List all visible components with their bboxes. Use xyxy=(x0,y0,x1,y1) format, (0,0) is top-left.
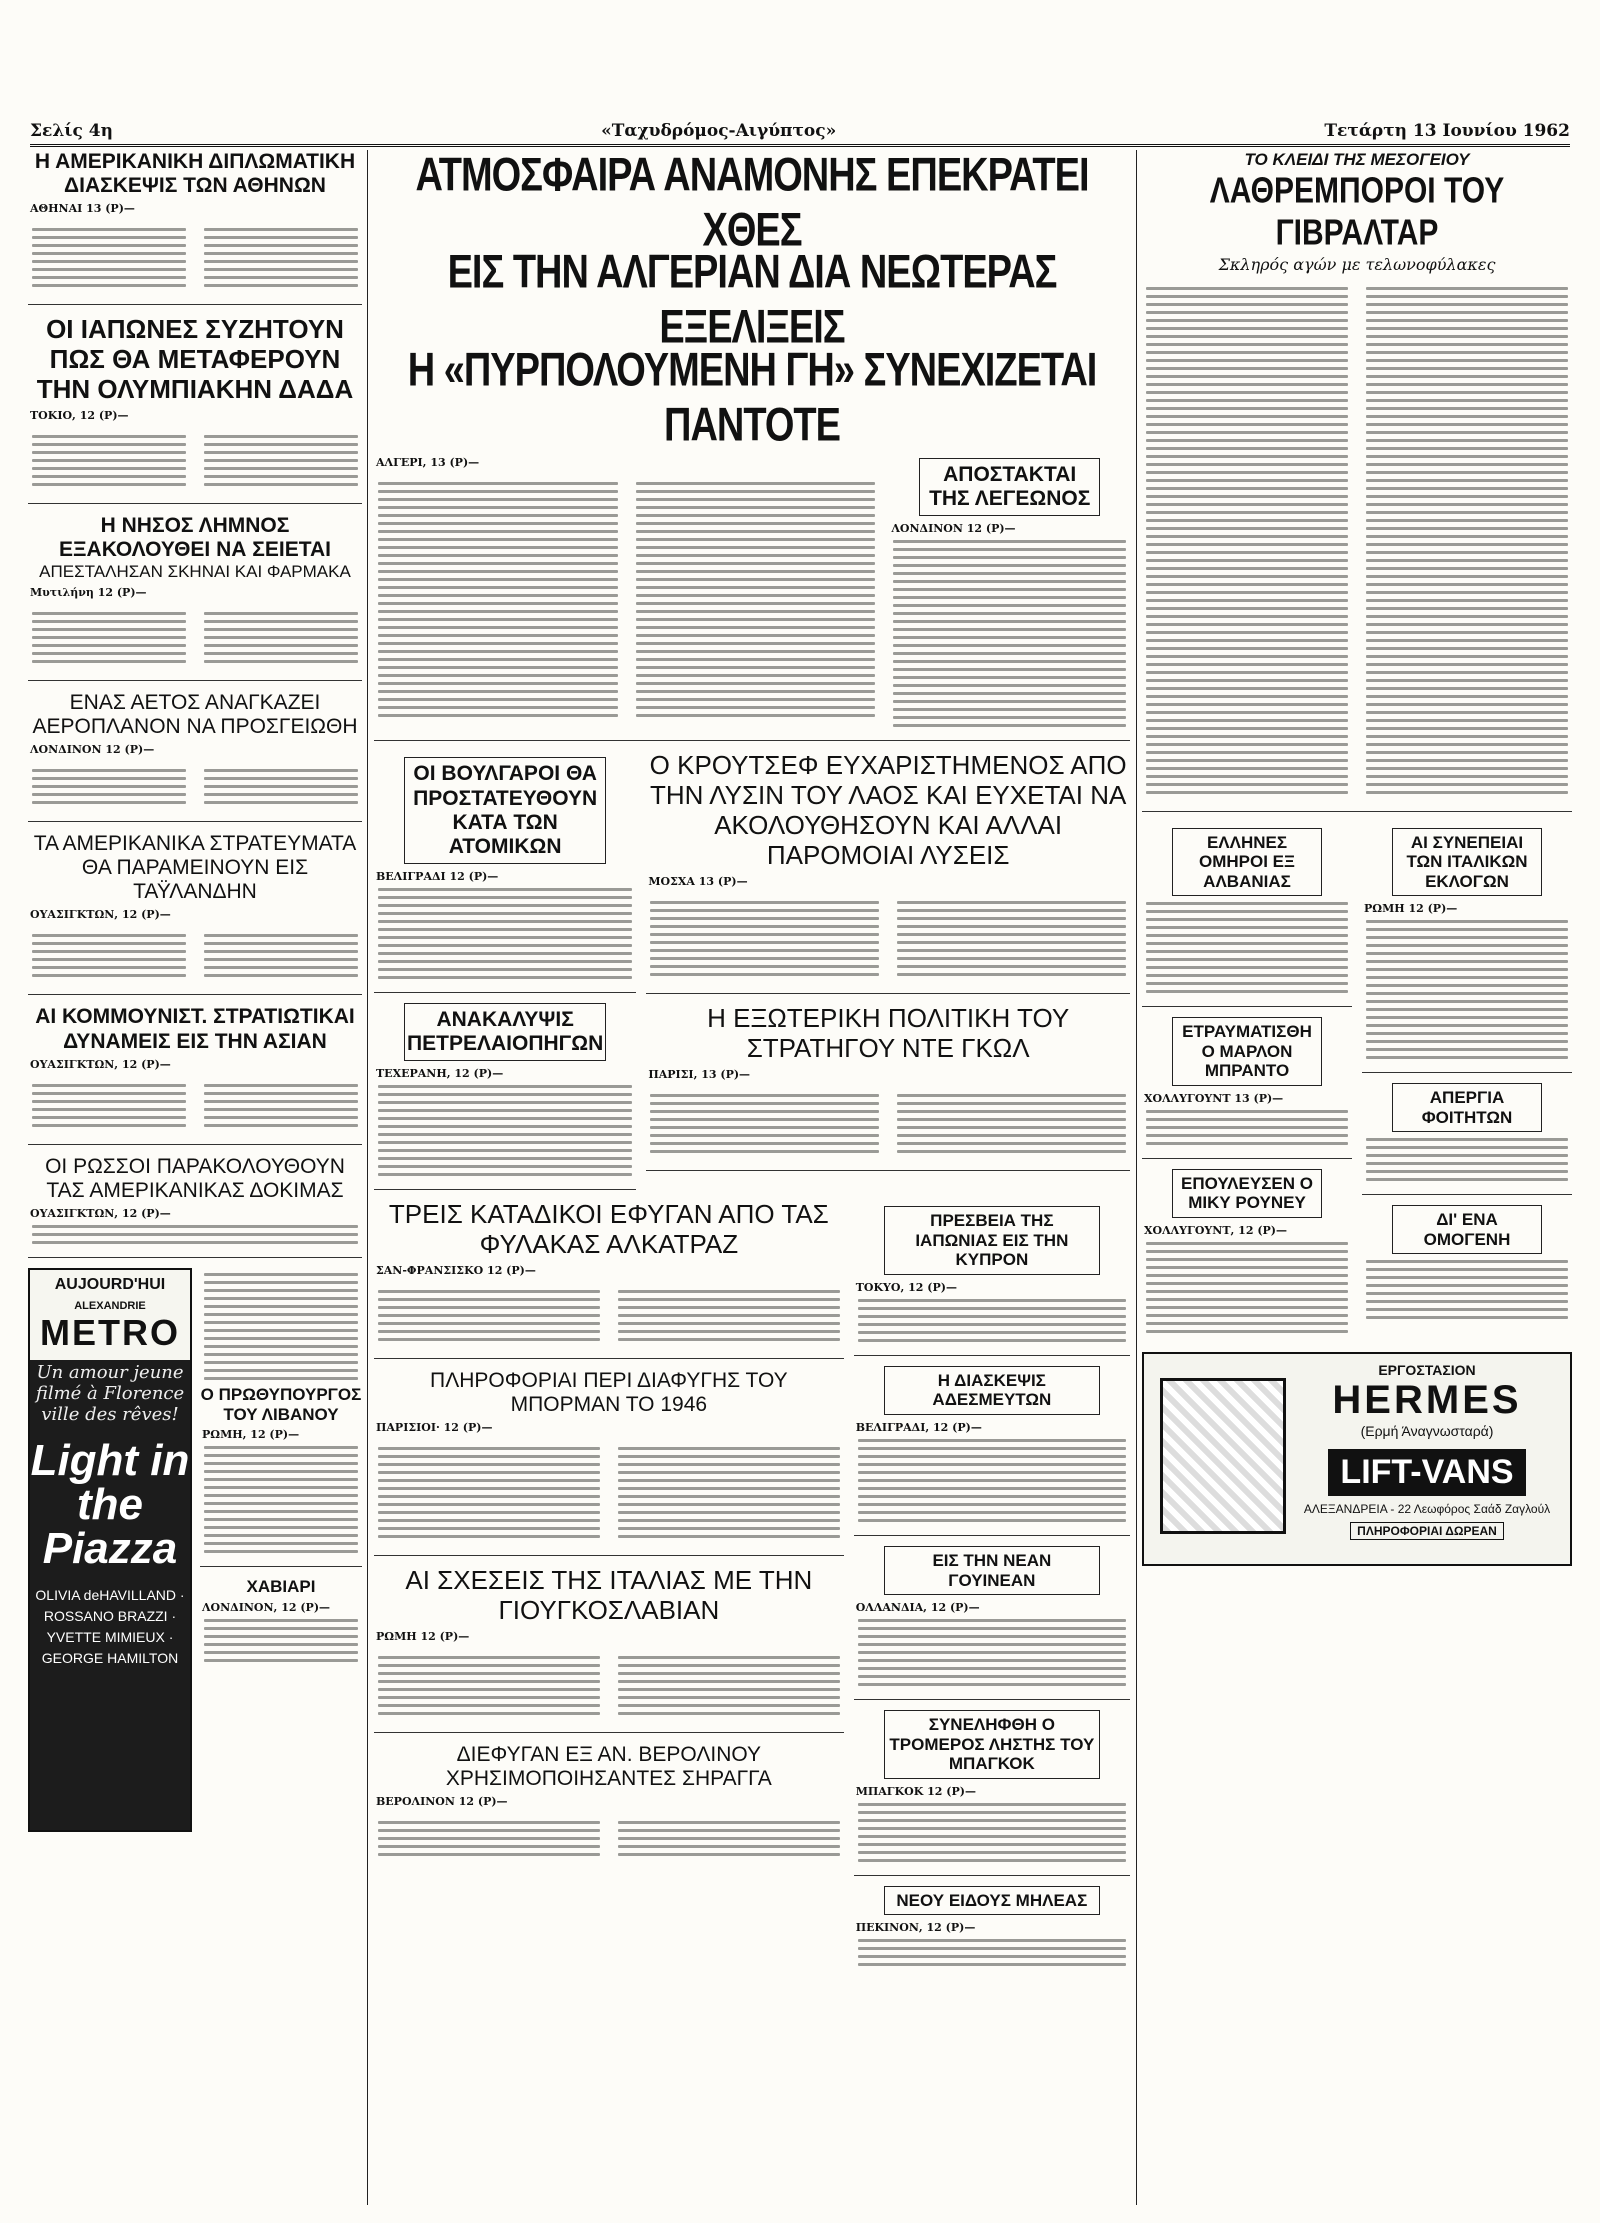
dateline: ΟΥΑΣΙΓΚΤΩΝ, 12 (Ρ)— xyxy=(30,1207,171,1221)
article-marlon-brando xyxy=(1142,1017,1352,1159)
lead-headline-2: ΕΙΣ ΤΗΝ ΑΛΓΕΡΙΑΝ ΔΙΑ ΝΕΩΤΕΡΑΣ ΕΞΕΛΙΞΕΙΣ xyxy=(447,246,1057,354)
left-column xyxy=(28,150,362,2205)
article-lemnos-earthquake xyxy=(28,514,362,681)
article-diplomatic-conference xyxy=(28,150,362,305)
article-thailand-troops xyxy=(28,832,362,995)
dateline: ΣΑΝ-ΦΡΑΝΣΙΣΚΟ 12 (Ρ)— xyxy=(376,1264,536,1278)
headline: ΔΙ' ΕΝΑ ΟΜΟΓΕΝΗ xyxy=(1392,1205,1542,1254)
dateline: ΒΕΛΙΓΡΑΔΙ 12 (Ρ)— xyxy=(376,869,499,883)
article-new-apple xyxy=(854,1886,1130,1967)
dateline: ΜΠΑΓΚΟΚ 12 (Ρ)— xyxy=(855,1784,976,1798)
dateline: Μυτιλήνη 12 (Ρ)— xyxy=(30,585,147,599)
dateline: ΑΛΓΕΡΙ, 13 (Ρ)— xyxy=(376,456,480,470)
headline: ΕΛΛΗΝΕΣ ΟΜΗΡΟΙ ΕΞ ΑΛΒΑΝΙΑΣ xyxy=(1172,828,1322,897)
headline: Ο ΚΡΟΥΤΣΕΦ ΕΥΧΑΡΙΣΤΗΜΕΝΟΣ ΑΠΟ ΤΗΝ ΛΥΣΙΝ ΤΟΥ ΛΑΟΣ ΚΑΙ ΕΥΧΕΤΑΙ ΝΑ ΑΚΟΛΟΥΘΗΣΟΥΝ ΚΑΙ ΑΛΛΑΙ ΠΑΡΟΜΟΙΑΙ ΛΥΣΕΙΣ xyxy=(649,750,1127,871)
article-gibraltar-smugglers xyxy=(1142,150,1572,812)
dateline: ΡΩΜΗ, 12 (Ρ)— xyxy=(202,1428,300,1442)
article-de-gaulle-policy xyxy=(646,1004,1130,1171)
headline: ΟΙ ΒΟΥΛΓΑΡΟΙ ΘΑ ΠΡΟΣΤΑΤΕΥΘΟΥΝ ΚΑΤΑ ΤΩΝ ΑΤΟΜΙΚΩΝ xyxy=(404,757,606,864)
ad-factory: ΕΡΓΟΣΤΑΣΙΟΝ xyxy=(1378,1361,1476,1378)
article-student-strike xyxy=(1362,1083,1572,1195)
dateline: ΠΑΡΙΣΙ, 13 (Ρ)— xyxy=(648,1067,751,1081)
center-column xyxy=(374,150,1130,2205)
ad-film-title: Light in the Piazza xyxy=(30,1436,190,1574)
dateline: ΜΟΣΧΑ 13 (Ρ)— xyxy=(648,874,748,888)
headline: ΧΑΒΙΑΡΙ xyxy=(246,1577,316,1597)
headline: ΑΙ ΣΧΕΣΕΙΣ ΤΗΣ ΙΤΑΛΙΑΣ ΜΕ ΤΗΝ ΓΙΟΥΓΚΟΣΛΑΒΙΑΝ xyxy=(405,1565,813,1626)
right-column xyxy=(1142,150,1572,2205)
ad-cinema-name: METRO xyxy=(40,1312,180,1354)
article-japan-embassy-cyprus xyxy=(854,1206,1130,1356)
article-new-guinea xyxy=(854,1546,1130,1700)
headline: ΤΑ ΑΜΕΡΙΚΑΝΙΚΑ ΣΤΡΑΤΕΥΜΑΤΑ ΘΑ ΠΑΡΑΜΕΙΝΟΥΝ ΕΙΣ ΤΑΫΛΑΝΔΗΝ xyxy=(33,832,357,904)
headline: Η ΝΗΣΟΣ ΛΗΜΝΟΣ ΕΞΑΚΟΛΟΥΘΕΙ ΝΑ ΣΕΙΕΤΑΙ xyxy=(59,513,331,562)
dateline: ΟΥΑΣΙΓΚΤΩΝ, 12 (Ρ)— xyxy=(30,1057,171,1071)
dateline: ΡΩΜΗ 12 (Ρ)— xyxy=(376,1630,470,1644)
headline: ΕΤΡΑΥΜΑΤΙΣΘΗ Ο ΜΑΡΛΟΝ ΜΠΡΑΝΤΟ xyxy=(1172,1017,1322,1086)
headline: ΑΙ ΚΟΜΜΟΥΝΙΣΤ. ΣΤΡΑΤΙΩΤΙΚΑΙ ΔΥΝΑΜΕΙΣ ΕΙΣ ΤΗΝ ΑΣΙΑΝ xyxy=(35,1005,355,1053)
advertisement-hermes-lift-vans xyxy=(1142,1352,1572,1566)
kicker: ΤΟ ΚΛΕΙΔΙ ΤΗΣ ΜΕΣΟΓΕΙΟΥ xyxy=(1244,150,1470,169)
ad-cast: OLIVIA deHAVILLAND · ROSSANO BRAZZI · YVETTE MIMIEUX · GEORGE HAMILTON xyxy=(35,1587,185,1667)
headline: ΛΑΘΡΕΜΠΟΡΟΙ ΤΟΥ ΓΙΒΡΑΛΤΑΡ xyxy=(1209,170,1505,252)
dateline: ΟΥΑΣΙΓΚΤΩΝ, 12 (Ρ)— xyxy=(30,908,171,922)
headline: ΠΡΕΣΒΕΙΑ ΤΗΣ ΙΑΠΩΝΙΑΣ ΕΙΣ ΤΗΝ ΚΥΠΡΟΝ xyxy=(884,1206,1100,1275)
headline: Η ΔΙΑΣΚΕΨΙΣ ΑΔΕΣΜΕΥΤΩΝ xyxy=(884,1366,1100,1415)
article-algeria-lead xyxy=(374,150,1130,741)
dateline: ΑΘΗΝΑΙ 13 (Ρ)— xyxy=(30,202,135,216)
article-bangkok-bandit xyxy=(854,1710,1130,1876)
dateline: ΧΟΛΛΥΓΟΥΝΤ, 12 (Ρ)— xyxy=(1144,1223,1287,1237)
article-oil-discovery xyxy=(374,1003,636,1190)
article-nonaligned-conference xyxy=(854,1366,1130,1536)
masthead xyxy=(30,118,1570,147)
dateline: ΒΕΛΙΓΡΑΔΙ, 12 (Ρ)— xyxy=(855,1420,982,1434)
article-for-a-compatriot xyxy=(1362,1205,1572,1319)
dateline: ΧΟΛΛΥΓΟΥΝΤ 13 (Ρ)— xyxy=(1144,1091,1284,1105)
dateline: ΠΑΡΙΣΙΟΙ· 12 (Ρ)— xyxy=(376,1421,493,1435)
dateline: ΛΟΝΔΙΝΟΝ, 12 (Ρ)— xyxy=(202,1600,331,1614)
page-number: Σελίς 4η xyxy=(30,121,113,141)
headline: ΔΙΕΦΥΓΑΝ ΕΞ ΑΝ. ΒΕΡΟΛΙΝΟΥ ΧΡΗΣΙΜΟΠΟΙΗΣΑΝΤΕΣ ΣΗΡΑΓΓΑ xyxy=(445,1743,772,1791)
article-bulgarians-atomic xyxy=(374,757,636,993)
headline: Ο ΠΡΩΘΥΠΟΥΡΓΟΣ ΤΟΥ ΛΙΒΑΝΟΥ xyxy=(200,1385,362,1424)
headline: ΝΕΟΥ ΕΙΔΟΥΣ ΜΗΛΕΑΣ xyxy=(884,1886,1100,1916)
lead-headline-3: Η «ΠΥΡΠΟΛΟΥΜΕΝΗ ΓΗ» ΣΥΝΕΧΙΖΕΤΑΙ ΠΑΝΤΟΤΕ xyxy=(407,343,1097,451)
headline: Η ΕΞΩΤΕΡΙΚΗ ΠΟΛΙΤΙΚΗ ΤΟΥ ΣΤΡΑΤΗΓΟΥ ΝΤΕ ΓΚΩΛ xyxy=(707,1002,1070,1063)
ad-city: ALEXANDRIE xyxy=(74,1300,146,1313)
article-lebanon-premier xyxy=(200,1385,362,1567)
headline: ΑΝΑΚΑΛΥΨΙΣ ΠΕΤΡΕΛΑΙΟΠΗΓΩΝ xyxy=(404,1003,606,1061)
dateline: ΤΟΚΥΟ, 12 (Ρ)— xyxy=(855,1280,957,1294)
article-legion-deserters xyxy=(889,452,1130,732)
headline: ΕΠΟΥΛΕΥΣΕΝ Ο ΜΙΚΥ ΡΟΥΝΕΥ xyxy=(1172,1169,1322,1218)
article-khrushchev-laos xyxy=(646,751,1130,994)
lead-headline-1: ΑΤΜΟΣΦΑΙΡΑ ΑΝΑΜΟΝΗΣ ΕΠΕΚΡΑΤΕΙ ΧΘΕΣ xyxy=(415,150,1089,257)
article-alcatraz-escape xyxy=(374,1200,844,1359)
headline: ΠΛΗΡΟΦΟΡΙΑΙ ΠΕΡΙ ΔΙΑΦΥΓΗΣ ΤΟΥ ΜΠΟΡΜΑΝ ΤΟ 1946 xyxy=(430,1369,788,1417)
article-russians-watch-tests xyxy=(28,1155,362,1258)
ad-service: LIFT-VANS xyxy=(1328,1449,1525,1496)
article-bormann-escape xyxy=(374,1369,844,1556)
dateline: ΡΩΜΗ 12 (Ρ)— xyxy=(1364,902,1458,916)
newspaper-name: «Ταχυδρόμος-Αιγύπτος» xyxy=(601,121,837,141)
subheadline: Σκληρός αγών με τελωνοφύλακες xyxy=(1218,254,1496,274)
dateline: ΟΛΛΑΝΔΙΑ, 12 (Ρ)— xyxy=(855,1601,980,1615)
ad-day: AUJOURD'HUI xyxy=(54,1276,166,1294)
crate-illustration xyxy=(1160,1378,1286,1534)
dateline: ΒΕΡΟΛΙΝΟΝ 12 (Ρ)— xyxy=(376,1795,508,1809)
article-greek-hostages-albania xyxy=(1142,828,1352,1008)
headline: ΕΝΑΣ ΑΕΤΟΣ ΑΝΑΓΚΑΖΕΙ ΑΕΡΟΠΛΑΝΟΝ ΝΑ ΠΡΟΣΓΕΙΩΘΗ xyxy=(32,690,358,738)
article-mickey-rooney xyxy=(1142,1169,1352,1333)
dateline: ΤΟΚΙΟ, 12 (Ρ)— xyxy=(30,408,129,422)
article-communist-forces-asia xyxy=(28,1005,362,1144)
headline: ΟΙ ΡΩΣΣΟΙ ΠΑΡΑΚΟΛΟΥΘΟΥΝ ΤΑΣ ΑΜΕΡΙΚΑΝΙΚΑΣ ΔΟΚΙΜΑΣ xyxy=(45,1154,345,1202)
article-olympic-torch xyxy=(28,315,362,504)
advertisement-metro-cinema xyxy=(28,1268,192,1832)
subheadline: ΑΠΕΣΤΑΛΗΣΑΝ ΣΚΗΝΑΙ ΚΑΙ ΦΑΡΜΑΚΑ xyxy=(39,562,351,582)
dateline: ΠΕΚΙΝΟΝ, 12 (Ρ)— xyxy=(855,1921,976,1935)
headline: ΑΠΟΣΤΑΚΤΑΙ ΤΗΣ ΛΕΓΕΩΝΟΣ xyxy=(919,458,1100,516)
dateline: ΛΟΝΔΙΝΟΝ 12 (Ρ)— xyxy=(30,743,155,757)
headline: ΤΡΕΙΣ ΚΑΤΑΔΙΚΟΙ ΕΦΥΓΑΝ ΑΠΟ ΤΑΣ ΦΥΛΑΚΑΣ ΑΛΚΑΤΡΑΖ xyxy=(388,1199,829,1260)
headline: ΑΙ ΣΥΝΕΠΕΙΑΙ ΤΩΝ ΙΤΑΛΙΚΩΝ ΕΚΛΟΓΩΝ xyxy=(1392,828,1542,897)
headline: ΑΠΕΡΓΙΑ ΦΟΙΤΗΤΩΝ xyxy=(1392,1083,1542,1132)
article-italian-elections xyxy=(1362,828,1572,1074)
ad-owner: (Ερμή Άναγνωσταρά) xyxy=(1360,1422,1494,1439)
dateline: ΤΕΧΕΡΑΝΗ, 12 (Ρ)— xyxy=(376,1067,504,1081)
headline: ΟΙ ΙΑΠΩΝΕΣ ΣΥΖΗΤΟΥΝ ΠΩΣ ΘΑ ΜΕΤΑΦΕΡΟΥΝ ΤΗΝ ΟΛΥΜΠΙΑΚΗΝ ΔΑΔΑ xyxy=(36,314,354,405)
article-berlin-tunnel xyxy=(374,1743,844,1865)
issue-date: Τετάρτη 13 Ιουνίου 1962 xyxy=(1324,121,1570,141)
headline: ΣΥΝΕΛΗΦΘΗ Ο ΤΡΟΜΕΡΟΣ ΛΗΣΤΗΣ ΤΟΥ ΜΠΑΓΚΟΚ xyxy=(884,1710,1100,1779)
dateline: ΛΟΝΔΙΝΟΝ 12 (Ρ)— xyxy=(891,522,1016,536)
ad-brand: HERMES xyxy=(1332,1377,1522,1422)
ad-tagline: Un amour jeune filmé à Florence ville des rêves! xyxy=(35,1362,185,1426)
ad-address: ΑΛΕΞΑΝΔΡΕΙΑ - 22 Λεωφόρος Σαάδ Ζαγλούλ xyxy=(1303,1501,1551,1516)
headline: Η ΑΜΕΡΙΚΑΝΙΚΗ ΔΙΠΛΩΜΑΤΙΚΗ ΔΙΑΣΚΕΨΙΣ ΤΩΝ ΑΘΗΝΩΝ xyxy=(34,150,356,198)
article-eagle-plane xyxy=(28,691,362,822)
article-italy-yugoslavia xyxy=(374,1566,844,1733)
headline: ΕΙΣ ΤΗΝ ΝΕΑΝ ΓΟΥΙΝΕΑΝ xyxy=(884,1546,1100,1595)
article-caviar xyxy=(200,1577,362,1662)
ad-free-info: ΠΛΗΡΟΦΟΡΙΑΙ ΔΩΡΕΑΝ xyxy=(1350,1522,1504,1540)
